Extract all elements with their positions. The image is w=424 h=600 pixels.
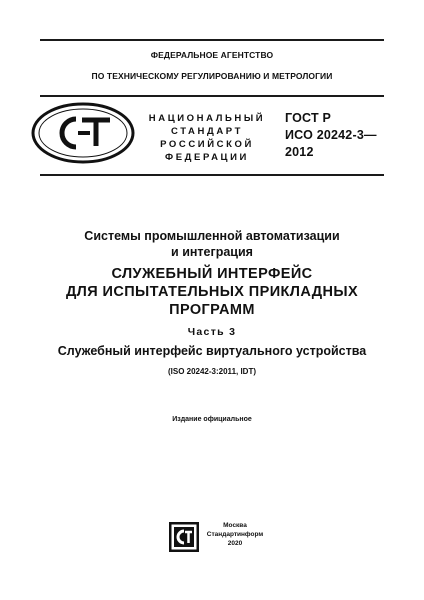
- standard-line-4: ФЕДЕРАЦИИ: [165, 152, 249, 163]
- designation-rule: [40, 174, 384, 176]
- subject-line-1: Системы промышленной автоматизации: [84, 229, 340, 243]
- part-label: Часть 3: [187, 326, 237, 338]
- publisher-city: Москва: [223, 522, 247, 529]
- designation-line-3: 2012: [285, 145, 314, 159]
- header-rule: [40, 95, 384, 97]
- top-rule: [40, 39, 384, 41]
- iso-reference: (ISO 20242-3:2011, IDT): [167, 367, 257, 376]
- standartinform-logo-icon: [169, 522, 199, 552]
- title-line-1: СЛУЖЕБНЫЙ ИНТЕРФЕЙС: [111, 266, 313, 282]
- designation-line-2: ИСО 20242-3—: [285, 128, 377, 142]
- edition-label: Издание официальное: [172, 416, 252, 423]
- agency-line-1: ФЕДЕРАЛЬНОЕ АГЕНТСТВО: [150, 50, 274, 60]
- subtitle: Служебный интерфейс виртуального устройства: [57, 344, 367, 358]
- publisher-name: Стандартинформ: [206, 531, 264, 538]
- standard-line-3: РОССИЙСКОЙ: [160, 139, 254, 150]
- designation-line-1: ГОСТ Р: [285, 111, 332, 125]
- standard-line-2: СТАНДАРТ: [171, 126, 243, 137]
- standard-line-1: НАЦИОНАЛЬНЫЙ: [148, 113, 266, 124]
- publisher-year: 2020: [227, 540, 243, 547]
- agency-line-2: ПО ТЕХНИЧЕСКОМУ РЕГУЛИРОВАНИЮ И МЕТРОЛОГИИ: [91, 71, 333, 81]
- gost-r-certification-icon: [30, 100, 140, 166]
- title-line-3: ПРОГРАММ: [169, 302, 255, 318]
- title-line-2: ДЛЯ ИСПЫТАТЕЛЬНЫХ ПРИКЛАДНЫХ: [65, 284, 359, 300]
- subject-line-2: и интеграция: [171, 245, 253, 259]
